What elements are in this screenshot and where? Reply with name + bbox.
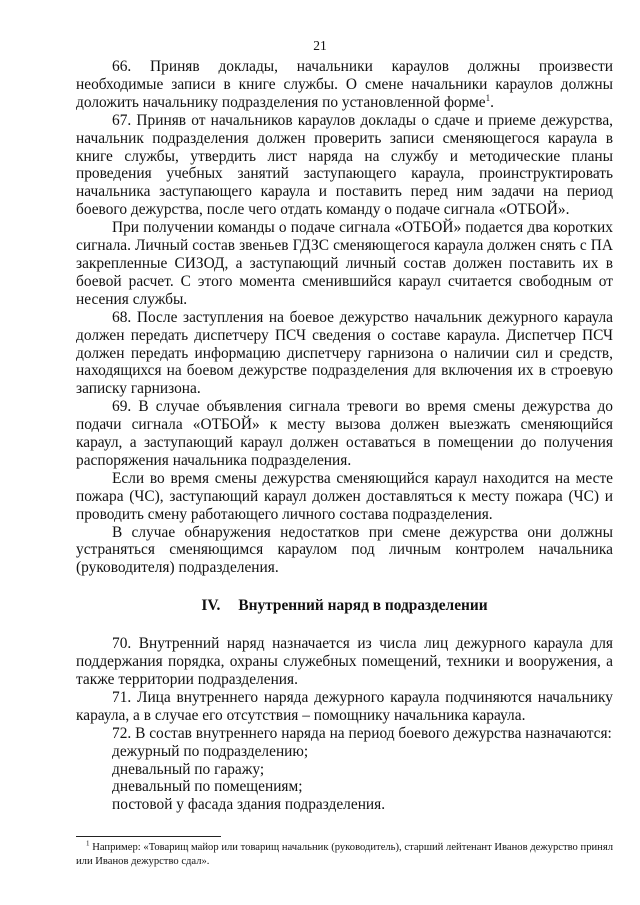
footnote-reference: 1: [485, 92, 491, 103]
paragraph-70: 70. Внутренний наряд назначается из числа лиц дежурного караула для поддержания порядка, охраны служебных помещений, техники и вооружения, а также территории подразделения.: [76, 635, 613, 688]
paragraph-otboi-signal: При получении команды о подаче сигнала «ОТБОЙ» подается два коротких сигнала. Личный состав звеньев ГДЗС сменяющегося караула должен снять с ПА закрепленные СИЗОД, а заступающий личный состав должен поставить их в боевой расчет. С этого момента сменившийся караул считается свободным от несения службы.: [76, 219, 613, 308]
footnote-divider: [76, 836, 221, 837]
page-number: 21: [313, 38, 327, 53]
list-item: дневальный по гаражу;: [112, 760, 265, 778]
paragraph-fire-scene: Если во время смены дежурства сменяющийся караул находится на месте пожара (ЧС), заступающий караул должен доставляться к месту пожара (ЧС) и проводить смену работающего личного состава подразделения.: [76, 469, 613, 523]
list-item: дежурный по подразделению;: [112, 742, 309, 760]
section-heading: [76, 597, 613, 615]
paragraph-67: 67. Приняв от начальников караулов доклады о сдаче и приеме дежурства, начальник подразделения должен проверить записи сменяющегося караула в книге службы, утвердить лист наряда на службу и методические планы проведения учебных занятий заступающего караула, проинструктировать начальника заступающего караула и поставить перед ним задачи на период боевого дежурства, после чего отдать команду о подаче сигнала «ОТБОЙ».: [76, 111, 613, 219]
footnote-marker: 1: [86, 839, 90, 848]
footnote-text: Например: «Товарищ майор или товарищ начальник (руководитель), старший лейтенант Иванов дежурство принял или Иванов дежурство сдал».: [76, 842, 613, 867]
footnote: [76, 841, 613, 869]
paragraph-66: [76, 58, 613, 112]
paragraph-72: 72. В состав внутреннего наряда на период боевого дежурства назначаются:: [112, 724, 612, 742]
paragraph-66-text: 66. Приняв доклады, начальники караулов должны произвести необходимые записи в книге службы. О смене начальники караулов должны доложить начальнику подразделения по установленной форме: [76, 58, 613, 111]
section-title: Внутренний наряд в подразделении: [238, 597, 488, 615]
paragraph-71: 71. Лица внутреннего наряда дежурного караула подчиняются начальнику караула, а в случае его отсутствия – помощнику начальника караула.: [76, 688, 613, 724]
list-item: постовой у фасада здания подразделения.: [112, 796, 386, 814]
document-body: [76, 58, 613, 814]
list-item: дневальный по помещениям;: [112, 778, 303, 796]
section-number: IV.: [201, 597, 221, 615]
paragraph-deficiencies: В случае обнаружения недостатков при смене дежурства они должны устраняться сменяющимся караулом под личным контролем начальника (руководителя) подразделения.: [76, 523, 613, 577]
paragraph-69: 69. В случае объявления сигнала тревоги во время смены дежурства до подачи сигнала «ОТБОЙ» к месту вызова должен выезжать сменяющийся караул, а заступающий караул должен оставаться в помещении до получения распоряжения начальника подразделения.: [76, 398, 613, 469]
paragraph-68: 68. После заступления на боевое дежурство начальник дежурного караула должен передать диспетчеру ПСЧ сведения о составе караула. Диспетчер ПСЧ должен передать информацию диспетчеру гарнизона о наличии сил и средств, находящихся на боевом дежурстве подразделения для включения их в строевую записку гарнизона.: [76, 308, 613, 398]
paragraph-66-end: .: [490, 93, 494, 111]
